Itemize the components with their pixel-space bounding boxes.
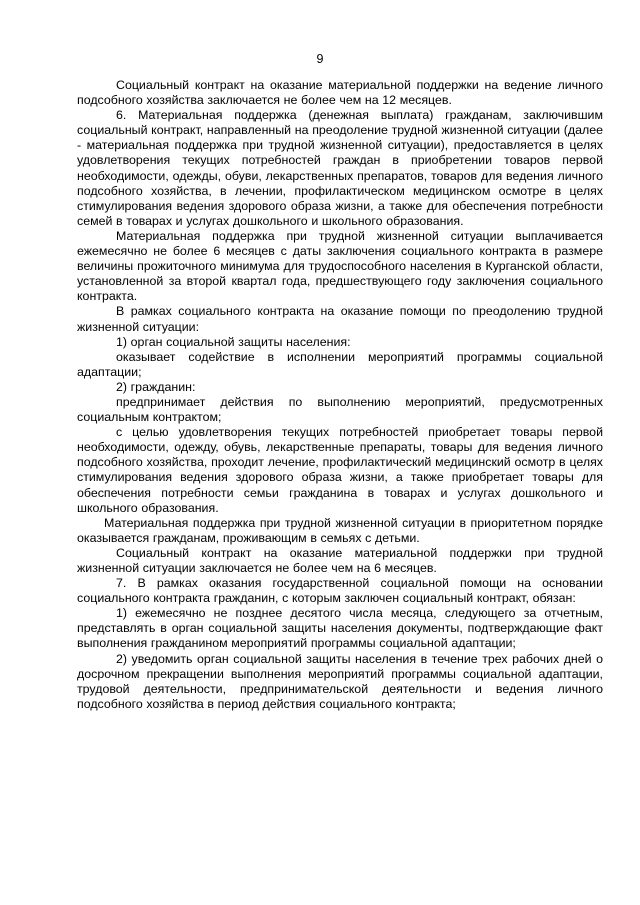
document-body	[77, 78, 603, 712]
paragraph-citizen-actions: предпринимает действия по выполнению мероприятий, предусмотренных социальным контрактом;	[77, 394, 603, 425]
paragraph-subitem-1-authority: 1) орган социальной защиты населения:	[116, 334, 351, 349]
paragraph-subitem-2-citizen: 2) гражданин:	[116, 379, 196, 394]
paragraph-authority-duty: оказывает содействие в исполнении мероприятий программы социальной адаптации;	[77, 349, 603, 379]
paragraph-hardship-contract-term: Социальный контракт на оказание материальной поддержки при трудной жизненной ситуации заключается не более чем на 6 месяцев.	[77, 545, 603, 575]
paragraph-lph-contract-term: Социальный контракт на оказание материальной поддержки на ведение личного подсобного хозяйства заключается не более чем на 12 месяцев.	[77, 78, 603, 108]
paragraph-item-6: 6. Материальная поддержка (денежная выплата) гражданам, заключившим социальный контракт, направленный на преодоление трудной жизненной ситуации (далее - материальная поддержка при трудной жизненной ситуации), предоставляется в целях удовлетворения текущих потребностей граждан в приобретении товаров первой необходимости, одежды, обуви, лекарственных препаратов, товаров для ведения личного подсобного хозяйства, в лечении, профилактическом медицинском осмотре в целях стимулирования ведения здорового образа жизни, а также для обеспечения потребности семей в товарах и услугах дошкольного и школьного образования.	[77, 108, 603, 228]
paragraph-item-7: 7. В рамках оказания государственной социальной помощи на основании социального контракта гражданин, с которым заключен социальный контракт, обязан:	[77, 576, 603, 606]
page-number: 9	[316, 52, 324, 66]
paragraph-priority-families: Материальная поддержка при трудной жизненной ситуации в приоритетном порядке оказывается гражданам, проживающим в семьях с детьми.	[77, 515, 603, 545]
paragraph-citizen-purchases: с целью удовлетворения текущих потребностей приобретает товары первой необходимости, одежду, обувь, лекарственные препараты, товары для ведения личного подсобного хозяйства, проходит лечение, профилактический медицинский осмотр в целях стимулирования ведения здорового образа жизни, а также приобретает товары для обеспечения потребности семьи гражданина в товарах и услугах дошкольного и школьного образования.	[77, 425, 603, 515]
paragraph-monthly-payment: Материальная поддержка при трудной жизненной ситуации выплачивается ежемесячно не более 6 месяцев с даты заключения социального контракта в размере величины прожиточного минимума для трудоспособного населения в Курганской области, установленной за второй квартал года, предшествующего году заключения социального контракта.	[77, 228, 603, 304]
paragraph-contract-scope: В рамках социального контракта на оказание помощи по преодолению трудной жизненной ситуации:	[77, 304, 603, 334]
paragraph-obligation-2: 2) уведомить орган социальной защиты населения в течение трех рабочих дней о досрочном прекращении выполнения мероприятий программы социальной адаптации, трудовой деятельности, предпринимательской деятельности и ведения личного подсобного хозяйства в период действия социального контракта;	[77, 651, 603, 711]
paragraph-obligation-1: 1) ежемесячно не позднее десятого числа месяца, следующего за отчетным, представлять в орган социальной защиты населения документы, подтверждающие факт выполнения гражданином мероприятий программы социальной адаптации;	[77, 606, 603, 651]
